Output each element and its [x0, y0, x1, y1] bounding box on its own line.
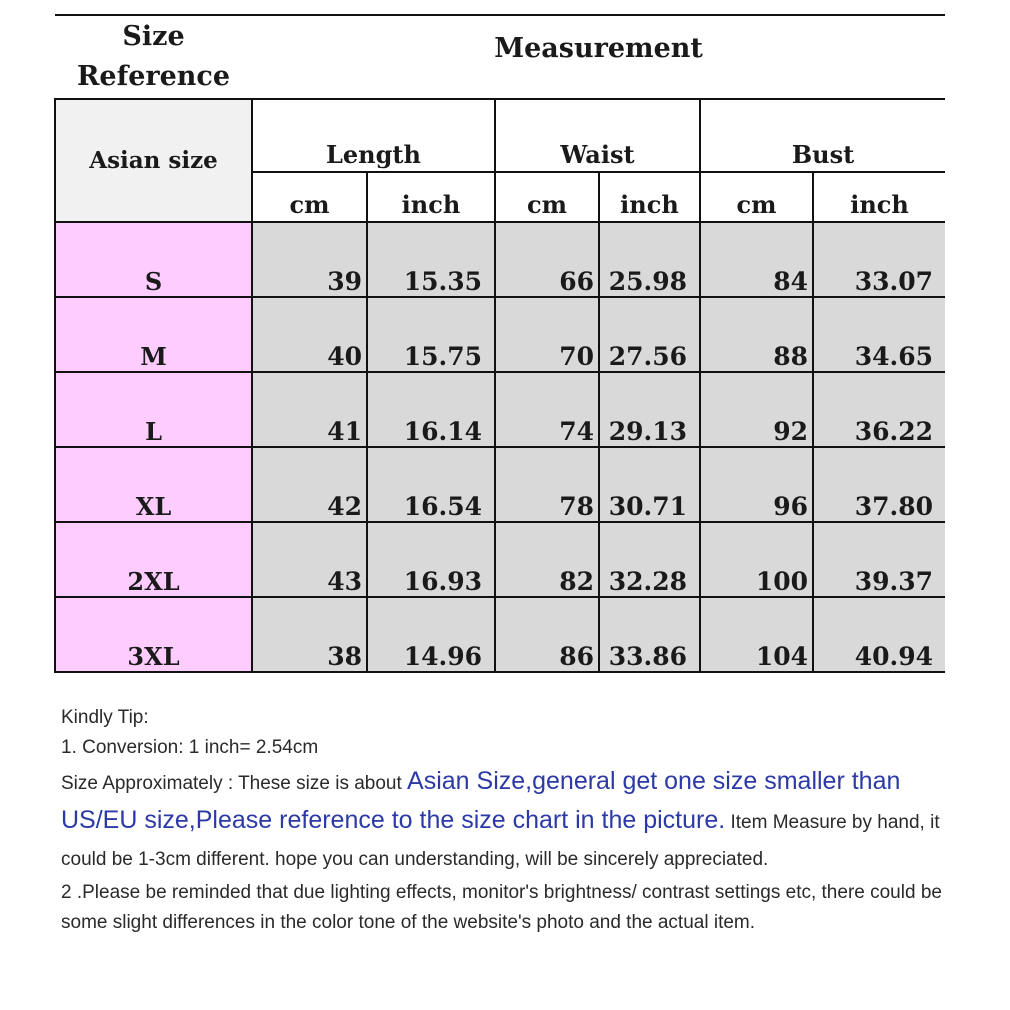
table-row [55, 372, 945, 447]
table-row [55, 522, 945, 597]
asian-size-header: Asian size [55, 99, 252, 222]
bust-inch-value: 37.80 [813, 447, 945, 522]
bust-inch-value: 33.07 [813, 222, 945, 297]
length-inch-header: inch [367, 172, 495, 222]
bust-cm-value: 92 [700, 372, 813, 447]
table-row [55, 597, 945, 672]
kindly-tip-section [61, 703, 961, 938]
table-row [55, 447, 945, 522]
bust-cm-value: 88 [700, 297, 813, 372]
bust-cm-header: cm [700, 172, 813, 222]
tip-conversion: 1. Conversion: 1 inch= 2.54cm [61, 737, 319, 758]
size-chart-table [54, 14, 945, 673]
length-cm-header: cm [252, 172, 367, 222]
waist-inch-value: 33.86 [599, 597, 700, 672]
bust-inch-value: 40.94 [813, 597, 945, 672]
bust-inch-value: 34.65 [813, 297, 945, 372]
waist-group-header: Waist [495, 99, 700, 172]
bust-inch-header: inch [813, 172, 945, 222]
table-row [55, 297, 945, 372]
length-inch-value: 16.54 [367, 447, 495, 522]
length-cm-value: 40 [252, 297, 367, 372]
length-inch-value: 16.93 [367, 522, 495, 597]
waist-inch-value: 25.98 [599, 222, 700, 297]
length-cm-value: 43 [252, 522, 367, 597]
waist-cm-value: 70 [495, 297, 599, 372]
size-reference-line2: Reference [76, 61, 231, 92]
waist-cm-value: 82 [495, 522, 599, 597]
waist-inch-value: 32.28 [599, 522, 700, 597]
length-cm-value: 39 [252, 222, 367, 297]
size-label: L [55, 372, 252, 447]
bust-inch-value: 36.22 [813, 372, 945, 447]
waist-inch-value: 30.71 [599, 447, 700, 522]
size-label: XL [55, 447, 252, 522]
bust-cm-value: 100 [700, 522, 813, 597]
size-label: 3XL [55, 597, 252, 672]
waist-cm-value: 86 [495, 597, 599, 672]
tip-size-approximately [61, 763, 961, 878]
tip-approx-label: Size Approximately : These size is about [61, 773, 408, 794]
bust-cm-value: 104 [700, 597, 813, 672]
measurement-header: Measurement [252, 15, 945, 99]
tip-approx-rest: Item Measure by hand, it could be 1-3cm different. hope you can understanding, will be sincerely appreciated. [61, 812, 940, 870]
waist-inch-value: 27.56 [599, 297, 700, 372]
size-label: 2XL [55, 522, 252, 597]
tip-color-disclaimer: 2 .Please be reminded that due lighting effects, monitor's brightness/ contrast settings etc, there could be some slight differences in the color tone of the website's photo and the actual item. [61, 882, 942, 933]
tip-approx-highlight: Asian Size,general get one size smaller than US/EU size,Please reference to the size chart in the picture. [61, 767, 901, 834]
tip-title: Kindly Tip: [61, 707, 149, 728]
length-group-header: Length [252, 99, 495, 172]
size-label: S [55, 222, 252, 297]
bust-cm-value: 96 [700, 447, 813, 522]
bust-cm-value: 84 [700, 222, 813, 297]
length-inch-value: 14.96 [367, 597, 495, 672]
size-reference-line1: Size [122, 21, 185, 52]
waist-cm-value: 74 [495, 372, 599, 447]
length-inch-value: 16.14 [367, 372, 495, 447]
table-row [55, 222, 945, 297]
bust-inch-value: 39.37 [813, 522, 945, 597]
size-label: M [55, 297, 252, 372]
length-cm-value: 42 [252, 447, 367, 522]
size-reference-header [55, 15, 252, 99]
waist-inch-header: inch [599, 172, 700, 222]
length-cm-value: 41 [252, 372, 367, 447]
waist-inch-value: 29.13 [599, 372, 700, 447]
length-inch-value: 15.35 [367, 222, 495, 297]
length-inch-value: 15.75 [367, 297, 495, 372]
waist-cm-header: cm [495, 172, 599, 222]
waist-cm-value: 78 [495, 447, 599, 522]
waist-cm-value: 66 [495, 222, 599, 297]
length-cm-value: 38 [252, 597, 367, 672]
bust-group-header: Bust [700, 99, 945, 172]
